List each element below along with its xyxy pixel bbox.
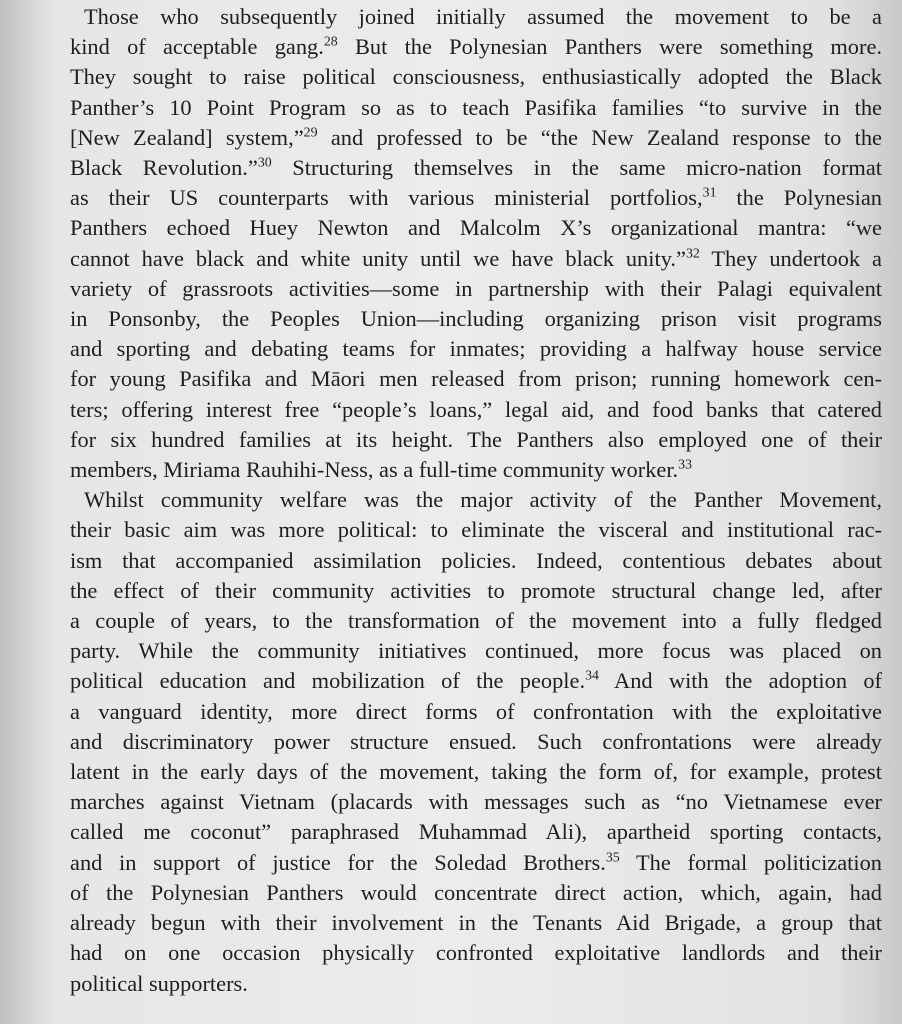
line-text: They undertook a: [699, 245, 882, 271]
text-line: [70, 636, 882, 666]
text-line: [70, 274, 882, 304]
text-line: [70, 93, 882, 123]
text-line: [70, 666, 882, 696]
text-line: [70, 153, 882, 183]
line-text: ism that accompanied assimilation policies. Indeed, contentious debates about: [70, 547, 882, 573]
text-line: [70, 848, 882, 878]
line-text: their basic aim was more political: to eliminate the visceral and institutional rac-: [70, 517, 882, 543]
line-text: Panthers echoed Huey Newton and Malcolm X’s organizational mantra: “we: [70, 215, 882, 241]
paragraph: [70, 2, 882, 485]
footnote-marker[interactable]: 30: [257, 155, 272, 171]
footnote-marker[interactable]: 29: [303, 125, 318, 141]
line-text: kind of acceptable gang.: [70, 34, 324, 60]
text-line: [70, 546, 882, 576]
line-text: Structuring themselves in the same micro-nation format: [271, 155, 883, 181]
line-text: latent in the early days of the movement, taking the form of, for example, protest: [70, 759, 882, 785]
text-line: [70, 213, 882, 243]
line-text: had on one occasion physically confronted exploitative landlords and their: [70, 940, 882, 966]
footnote-marker[interactable]: 32: [685, 246, 700, 262]
footnote-marker[interactable]: 34: [585, 669, 599, 684]
line-text: as their US counterparts with various ministerial portfolios,: [70, 185, 703, 211]
text-line: [70, 455, 882, 485]
line-text: and sporting and debating teams for inmates; providing a halfway house service: [70, 336, 882, 362]
line-text: And with the adoption of: [598, 668, 883, 694]
text-line: [70, 938, 882, 968]
footnote-marker[interactable]: 28: [323, 34, 338, 50]
text-line: [70, 304, 882, 334]
line-text: and in support of justice for the Soledad Brothers.: [70, 849, 606, 875]
text-line: [70, 787, 882, 817]
line-text: for six hundred families at its height. The Panthers also employed one of their: [70, 426, 882, 452]
text-line: [70, 727, 882, 757]
text-line: [70, 183, 882, 213]
line-text: in Ponsonby, the Peoples Union—including organizing prison visit programs: [70, 306, 882, 332]
text-line: [70, 123, 882, 153]
text-line: [70, 576, 882, 606]
line-text: called me coconut” paraphrased Muhammad Ali), apartheid sporting contacts,: [70, 819, 882, 845]
text-line: [70, 334, 882, 364]
line-text: members, Miriama Rauhihi-Ness, as a full-time community worker.: [70, 457, 679, 483]
line-text: party. While the community initiatives continued, more focus was placed on: [70, 638, 882, 664]
line-text: for young Pasifika and Māori men released from prison; running homework cen-: [70, 366, 882, 392]
text-line: [70, 515, 882, 545]
line-text: Panther’s 10 Point Program so as to teach Pasifika families “to survive in the: [70, 94, 882, 120]
body-text: [70, 2, 882, 999]
line-text: variety of grassroots activities—some in partnership with their Palagi equivalent: [70, 275, 882, 301]
line-text: Whilst community welfare was the major activity of the Panther Movement,: [84, 487, 882, 513]
footnote-marker[interactable]: 35: [605, 850, 620, 866]
line-text: a couple of years, to the transformation of the movement into a fully fledged: [70, 608, 882, 634]
line-text: But the Polynesian Panthers were something more.: [337, 34, 882, 60]
text-line: [70, 697, 882, 727]
text-line: [70, 878, 882, 908]
line-text: and professed to be “the New Zealand response to the: [317, 124, 882, 150]
text-line: [70, 364, 882, 394]
line-text: the effect of their community activities to promote structural change led, after: [70, 577, 882, 603]
line-text: marches against Vietnam (placards with messages such as “no Vietnamese ever: [70, 789, 882, 815]
footnote-marker[interactable]: 31: [702, 185, 717, 201]
line-text: the Polynesian: [716, 185, 882, 211]
paragraph: [70, 485, 882, 998]
line-text: of the Polynesian Panthers would concentrate direct action, which, again, had: [70, 879, 882, 905]
line-text: [New Zealand] system,”: [70, 124, 304, 150]
line-text: cannot have black and white unity until we have black unity.”: [70, 245, 686, 271]
text-line: [70, 395, 882, 425]
text-line: [70, 757, 882, 787]
line-text: and discriminatory power structure ensued. Such confrontations were already: [70, 728, 882, 754]
line-text: The formal politicization: [619, 849, 882, 875]
line-text: a vanguard identity, more direct forms of confrontation with the exploitative: [70, 698, 882, 724]
text-line: [70, 244, 882, 274]
line-text: Black Revolution.”: [70, 155, 258, 181]
line-text: political education and mobilization of the people.: [70, 668, 586, 694]
text-line: [70, 485, 882, 515]
text-line: [70, 908, 882, 938]
footnote-marker[interactable]: 33: [678, 457, 693, 473]
line-text: Those who subsequently joined initially assumed the movement to be a: [84, 4, 882, 29]
text-line: [70, 817, 882, 847]
text-line: [70, 62, 882, 92]
text-line: [70, 969, 882, 999]
line-text: political supporters.: [70, 970, 248, 996]
text-line: [70, 32, 882, 62]
line-text: ters; offering interest free “people’s loans,” legal aid, and food banks that catered: [70, 396, 882, 422]
text-line: [70, 425, 882, 455]
text-line: [70, 606, 882, 636]
line-text: They sought to raise political consciousness, enthusiastically adopted the Black: [70, 64, 882, 90]
text-line: [70, 2, 882, 32]
line-text: already begun with their involvement in the Tenants Aid Brigade, a group that: [70, 910, 882, 936]
